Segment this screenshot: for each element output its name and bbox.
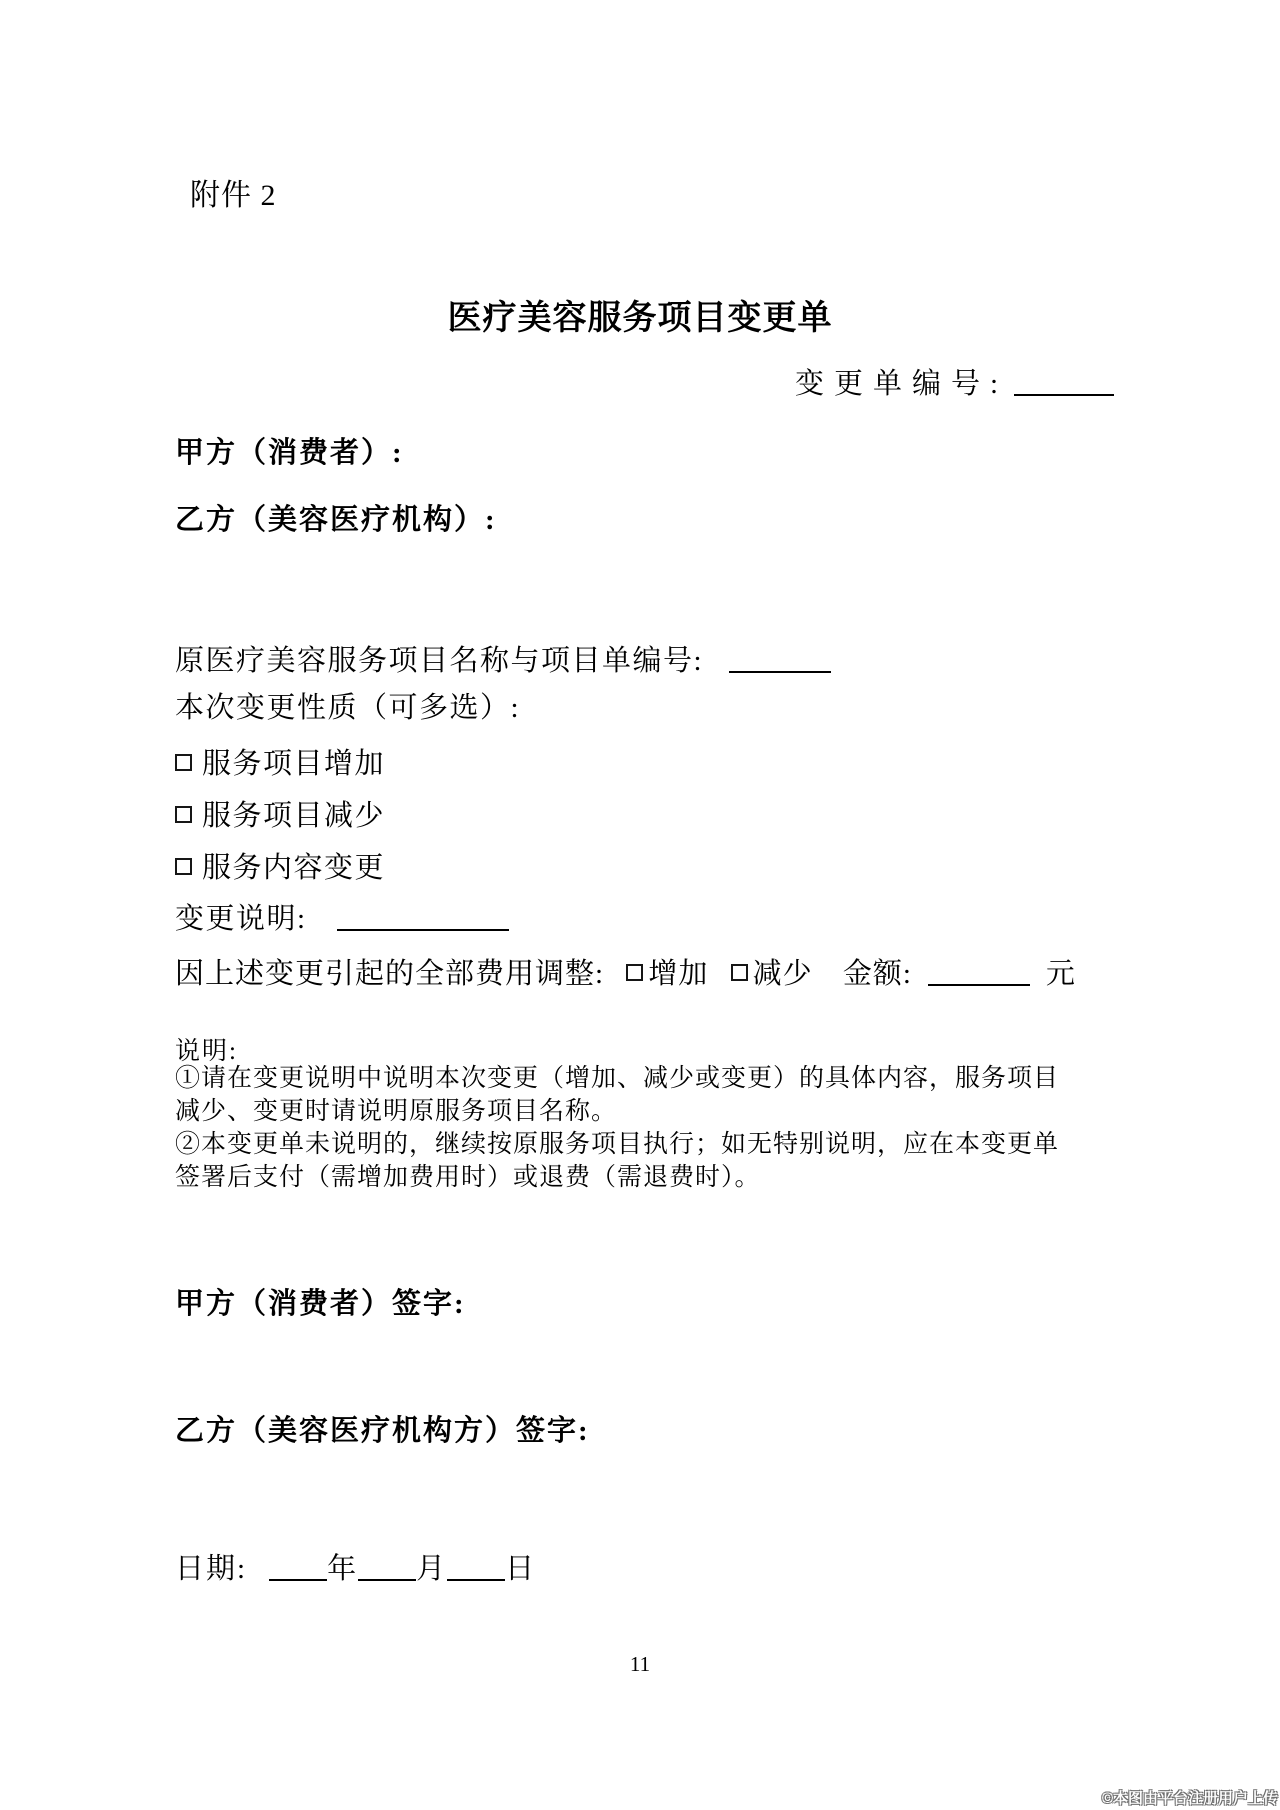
checkbox-icon [175, 806, 192, 823]
form-number-blank [1014, 366, 1114, 396]
watermark-text: ©本图由平台注册用户上传 [1101, 1790, 1278, 1807]
attachment-label: 附件 2 [190, 179, 277, 212]
original-project-blank [729, 643, 831, 673]
date-day-label: 日 [505, 1553, 537, 1585]
fee-adjustment-label: 因上述变更引起的全部费用调整: [175, 958, 605, 990]
change-nature-label: 本次变更性质（可多选）: [175, 692, 521, 724]
date-year-label: 年 [327, 1553, 359, 1585]
notes-title: 说明: [175, 1038, 238, 1065]
notes-line-2: 减少、变更时请说明原服务项目名称。 [175, 1098, 618, 1125]
fee-increase-label: 增加 [648, 958, 709, 990]
change-description-blank [337, 901, 509, 931]
change-description-line [175, 896, 509, 937]
fee-amount-label: 金额: [842, 958, 912, 990]
fee-unit-label: 元 [1045, 958, 1076, 990]
signature-a-label: 甲方（消费者）签字: [175, 1288, 466, 1320]
party-b-label: 乙方（美容医疗机构）: [175, 504, 497, 536]
date-month-blank [358, 1551, 416, 1581]
option-service-remove-label: 服务项目减少 [202, 800, 386, 832]
notes-paragraph [175, 1062, 1059, 1194]
option-service-add [175, 741, 385, 782]
date-day-blank [447, 1551, 505, 1581]
form-number-line [795, 361, 1114, 402]
date-label: 日期: [175, 1553, 248, 1585]
notes-line-1: ①请在变更说明中说明本次变更（增加、减少或变更）的具体内容，服务项目 [175, 1065, 1060, 1092]
page-title: 医疗美容服务项目变更单 [447, 300, 833, 337]
original-project-line [175, 638, 831, 679]
change-description-label: 变更说明: [175, 903, 307, 935]
checkbox-icon [626, 964, 643, 981]
fee-decrease-label: 减少 [752, 958, 813, 990]
option-service-change-label: 服务内容变更 [202, 852, 386, 884]
fee-amount-blank [928, 956, 1030, 986]
page-number: 11 [629, 1652, 651, 1676]
signature-b-label: 乙方（美容医疗机构方）签字: [175, 1415, 590, 1447]
fee-adjustment-line [175, 951, 1076, 992]
option-service-add-label: 服务项目增加 [202, 748, 386, 780]
notes-line-3: ②本变更单未说明的，继续按原服务项目执行；如无特别说明，应在本变更单 [175, 1131, 1060, 1158]
option-service-remove [175, 793, 385, 834]
checkbox-icon [731, 964, 748, 981]
notes-line-4: 签署后支付（需增加费用时）或退费（需退费时）。 [175, 1164, 761, 1191]
party-a-label: 甲方（消费者）: [175, 437, 404, 469]
original-project-label: 原医疗美容服务项目名称与项目单编号: [175, 645, 704, 677]
checkbox-icon [175, 754, 192, 771]
option-service-change [175, 845, 385, 886]
date-line [175, 1546, 536, 1587]
form-number-label: 变更单编号: [795, 368, 1009, 400]
checkbox-icon [175, 858, 192, 875]
date-month-label: 月 [416, 1553, 448, 1585]
date-year-blank [269, 1551, 327, 1581]
